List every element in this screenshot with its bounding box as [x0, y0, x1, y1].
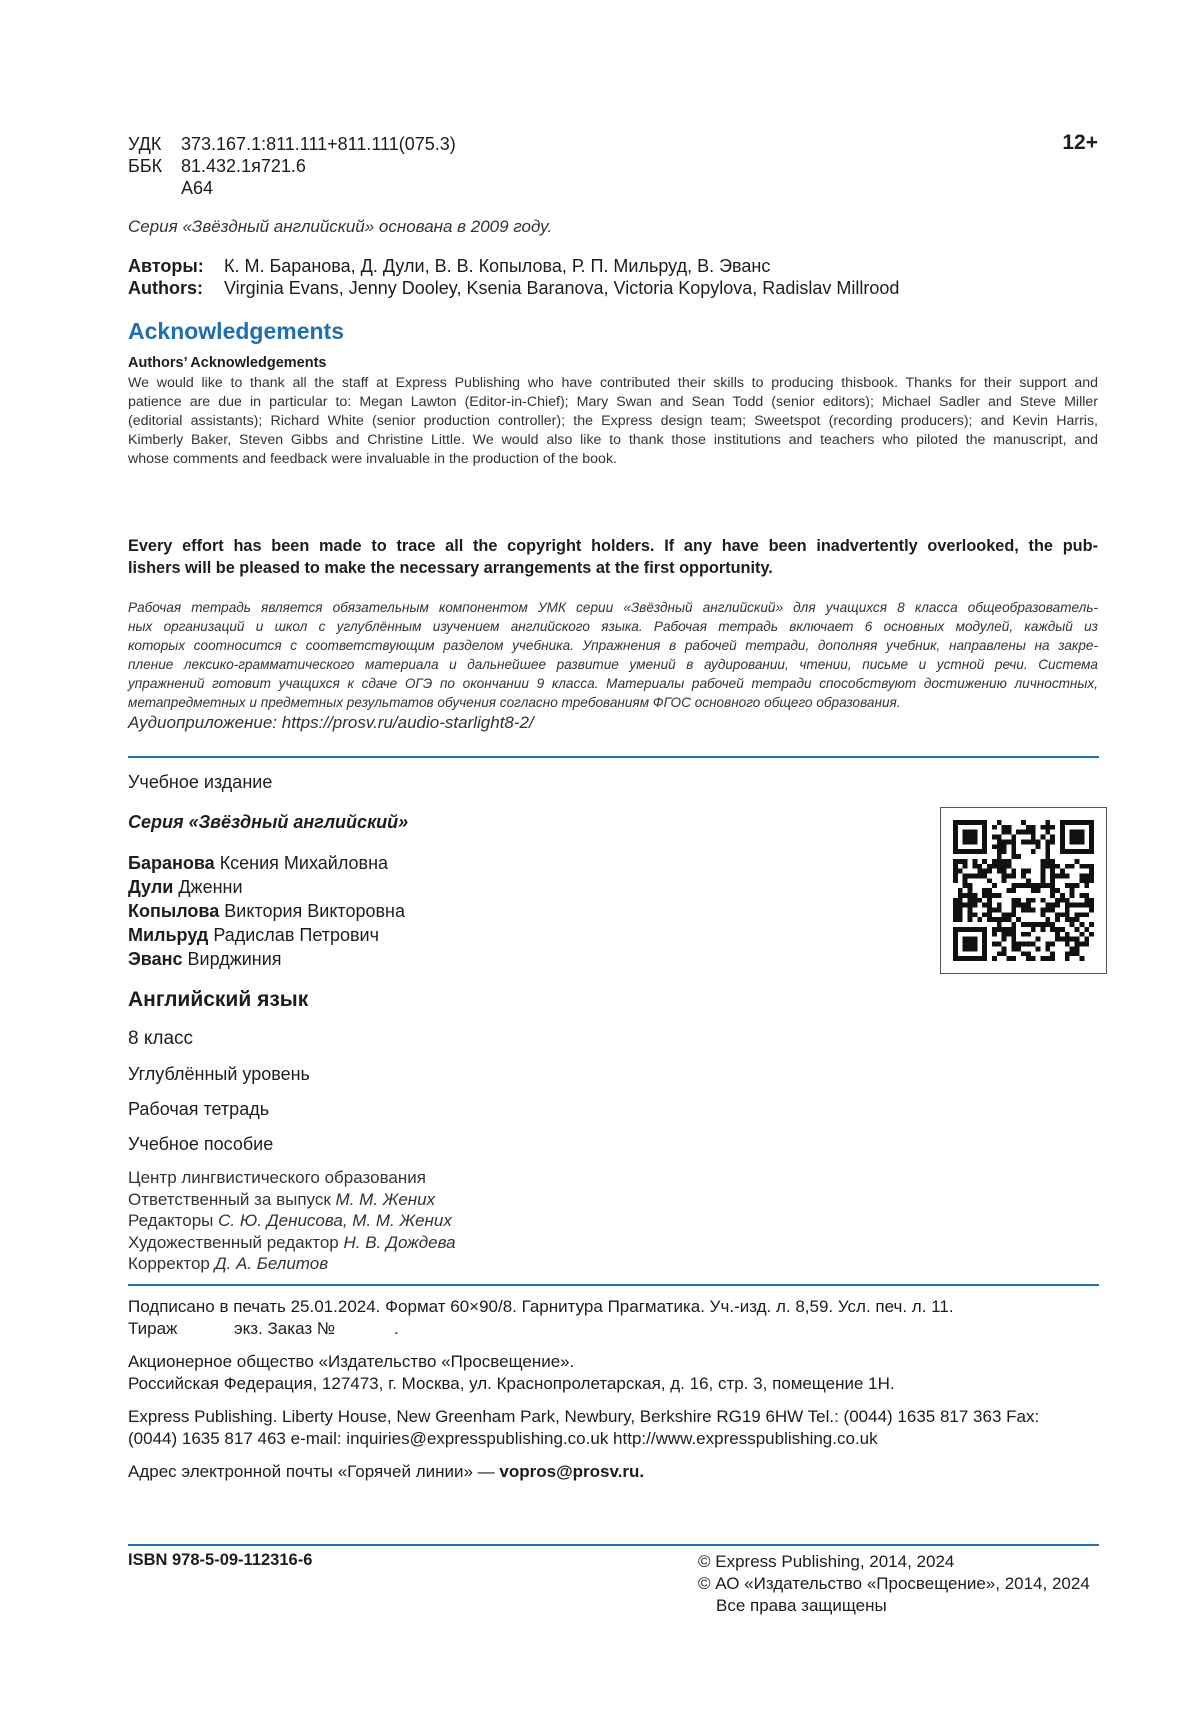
author-name: Виктория Викторовна	[224, 901, 406, 921]
description-line: пление лексико-грамматического материала и дальнейшее развитие умений в аудировании, чтении, письме и устной речи. Система	[128, 657, 1098, 672]
ack-line: We would like to thank all the staff at Express Publishing who have contributed their skills to producing thisbook. Thanks for their support and	[128, 375, 1098, 391]
classification-block	[128, 133, 456, 199]
age-rating: 12+	[1062, 131, 1098, 154]
copyright-line: © Express Publishing, 2014, 2024	[698, 1552, 955, 1571]
grade: 8 класс	[128, 1028, 194, 1049]
audio-link[interactable]: Аудиоприложение: https://prosv.ru/audio-starlight8-2/	[128, 713, 534, 732]
qr-code	[940, 807, 1107, 974]
author-name: Дженни	[178, 877, 243, 897]
credit-role: Художественный редактор	[128, 1232, 339, 1252]
copyright-block	[698, 1551, 1090, 1617]
description-line: упражнений готовит учащихся к сдаче ОГЭ по окончании 9 класса. Материалы рабочей тетради способствуют достижению личностных,	[128, 676, 1098, 691]
hotline-email[interactable]: vopros@prosv.ru.	[499, 1462, 645, 1481]
description-line: Рабочая тетрадь является обязательным компонентом УМК серии «Звёздный английский» для учащихся 8 класса общеобразователь-	[128, 600, 1098, 615]
copies-label: экз. Заказ №	[234, 1319, 336, 1338]
notice-line: lishers will be pleased to make the necessary arrangements at the first opportunity.	[128, 559, 773, 577]
bbk-label: ББК	[128, 156, 163, 176]
authors-list	[128, 851, 405, 971]
authors-block	[128, 255, 899, 299]
author-item	[128, 875, 405, 899]
divider	[128, 1284, 1099, 1286]
author-item	[128, 923, 405, 947]
ack-line: whose comments and feedback were invaluable in the production of the book.	[128, 451, 617, 467]
imprint	[128, 1296, 1039, 1483]
bbk-value: 81.432.1я721.6	[181, 156, 306, 176]
copyright-line: © АО «Издательство «Просвещение», 2014, 2024	[698, 1574, 1090, 1593]
credit-name: Д. А. Белитов	[214, 1254, 329, 1273]
credit-name: Н. В. Дождева	[343, 1232, 456, 1252]
book-purpose: Учебное пособие	[128, 1134, 274, 1154]
authors-ru-label: Авторы:	[128, 256, 204, 276]
ack-line: Kimberly Baker, Steven Gibbs and Christine Little. We would also like to thank those institutions and teachers who piloted the manuscript, and	[128, 432, 1098, 448]
author-item	[128, 947, 405, 971]
credit-role: Редакторы	[128, 1211, 214, 1230]
express-contacts: (0044) 1635 817 463 e-mail: inquiries@expresspublishing.co.uk http://www.expresspublishing.co.uk	[128, 1429, 878, 1448]
author-surname: Мильруд	[128, 925, 209, 945]
edition-series: Серия «Звёздный английский»	[128, 812, 409, 832]
hotline-label: Адрес электронной почты «Горячей линии» —	[128, 1462, 495, 1481]
signed-info: Подписано в печать 25.01.2024. Формат 60×90/8. Гарнитура Прагматика. Уч.-изд. л. 8,59. Усл. печ. л. 11.	[128, 1297, 954, 1316]
author-surname: Эванс	[128, 949, 183, 969]
express-address: Express Publishing. Liberty House, New Greenham Park, Newbury, Berkshire RG19 6HW Tel.: (0044) 1635 817 363 Fax:	[128, 1407, 1040, 1426]
book-title: Английский язык	[128, 988, 309, 1011]
ack-line: patience are due in particular to: Megan Lawton (Editor-in-Chief); Mary Swan and Sean Todd (senior editors); Michael Sadler and Steve Miller	[128, 394, 1098, 410]
credit-role: Ответственный за выпуск	[128, 1189, 331, 1209]
acknowledgements-heading: Acknowledgements	[128, 318, 344, 344]
run-end: .	[394, 1319, 399, 1338]
ack-line: (editorial assistants); Richard White (senior production controller); the Express design team; Sweetspot (recording producers); and Kevin Harris,	[128, 413, 1098, 429]
credit-item	[128, 1232, 456, 1254]
authors-en: Virginia Evans, Jenny Dooley, Ksenia Baranova, Victoria Kopylova, Radislav Millrood	[224, 278, 900, 298]
acknowledgements-text	[128, 374, 1098, 469]
divider	[128, 756, 1099, 758]
credit-name: С. Ю. Денисова, М. М. Жених	[218, 1211, 452, 1230]
authors-ru: К. М. Баранова, Д. Дули, В. В. Копылова, Р. П. Мильруд, В. Эванс	[224, 256, 771, 276]
credit-item	[128, 1189, 456, 1211]
credit-role: Центр лингвистического образования	[128, 1168, 426, 1187]
copyright-line: Все права защищены	[716, 1596, 887, 1615]
series-note: Серия «Звёздный английский» основана в 2009 году.	[128, 217, 553, 236]
copyright-notice	[128, 535, 1098, 579]
authors-en-label: Authors:	[128, 278, 203, 298]
divider	[128, 1544, 1099, 1546]
credit-item	[128, 1167, 456, 1189]
credit-role: Корректор	[128, 1254, 210, 1273]
author-name: Ксения Михайловна	[219, 853, 389, 873]
credit-item	[128, 1253, 456, 1275]
credits	[128, 1167, 456, 1275]
author-surname: Баранова	[128, 853, 215, 873]
publisher-name: Акционерное общество «Издательство «Просвещение».	[128, 1352, 575, 1371]
level: Углублённый уровень	[128, 1064, 310, 1084]
author-name: Радислав Петрович	[213, 925, 379, 945]
credit-item	[128, 1210, 456, 1232]
edition-type: Учебное издание	[128, 772, 273, 792]
authors-acknowledgements-subheading: Authors’ Acknowledgements	[128, 355, 327, 371]
author-code: А64	[181, 178, 214, 198]
credit-name: М. М. Жених	[335, 1189, 436, 1209]
publisher-address: Российская Федерация, 127473, г. Москва, ул. Краснопролетарская, д. 16, стр. 3, помещение 1Н.	[128, 1374, 895, 1393]
isbn: ISBN 978-5-09-112316-6	[128, 1551, 313, 1569]
udk-value: 373.167.1:811.111+811.111(075.3)	[181, 134, 456, 154]
description-line: которых соотносится с соответствующим разделом учебника. Упражнения в рабочей тетради, дополняя учебник, направлены на закре-	[128, 638, 1098, 653]
description-line: метапредметных и предметных результатов обучения согласно требованиям ФГОС основного общего образования.	[128, 695, 901, 710]
author-item	[128, 899, 405, 923]
description	[128, 598, 1098, 712]
author-surname: Копылова	[128, 901, 220, 921]
qr-modules	[953, 820, 1094, 961]
author-surname: Дули	[128, 877, 174, 897]
run-label: Тираж	[128, 1319, 178, 1338]
run-info	[128, 1318, 1039, 1340]
book-kind: Рабочая тетрадь	[128, 1099, 270, 1119]
udk-label: УДК	[128, 134, 162, 154]
notice-line: Every effort has been made to trace all the copyright holders. If any have been inadvertently overlooked, the pub-	[128, 537, 1098, 555]
hotline	[128, 1461, 1039, 1483]
author-name: Вирджиния	[187, 949, 282, 969]
description-line: ных организаций и школ с углублённым изучением английского языка. Рабочая тетрадь включает 6 основных модулей, каждый из	[128, 619, 1098, 634]
author-item	[128, 851, 405, 875]
